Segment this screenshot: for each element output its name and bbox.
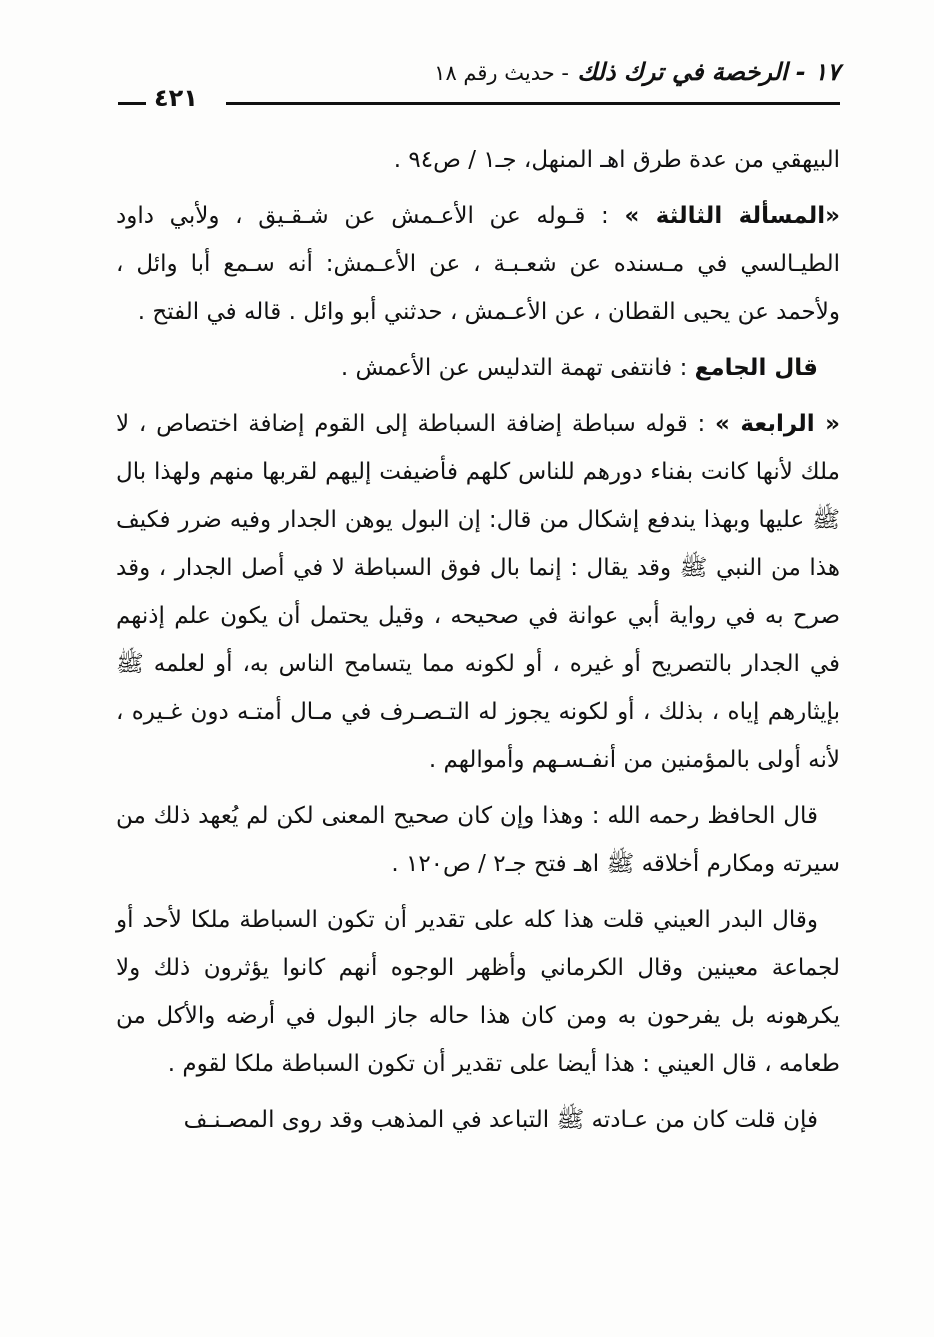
paragraph-text: قال الحافظ رحمه الله : وهذا وإن كان صحيح المعنى لكن لم يُعهد ذلك من سيرته ومكارم أخلاقه ﷺ اهـ فتح جـ٢ / ص١٢٠ .	[116, 803, 840, 877]
chapter-title: ١٧ - الرخصة في ترك ذلك	[577, 58, 840, 86]
paragraph-text: : فانتفى تهمة التدليس عن الأعمش .	[340, 355, 688, 381]
paragraph-text: البيهقي من عدة طرق اهـ المنهل، جـ١ / ص٩٤ .	[393, 147, 840, 173]
section-label: قال الجامع	[694, 355, 818, 381]
page-header	[118, 58, 840, 118]
paragraph	[116, 1096, 840, 1144]
paragraph-text: : قـوله عن الأعـمش عن شـقـيق ، ولأبي داود الطيـالسي في مـسنده عن شعـبـة ، عن الأعـمش: أنه سـمع أبا وائل ، ولأحمد عن يحيى القطان ، عن الأعـمش ، حدثني أبو وائل . قاله في الفتح .	[116, 203, 840, 325]
section-label: «المسألة الثالثة »	[624, 203, 840, 229]
header-rule-right	[226, 102, 840, 105]
paragraph-text: وقال البدر العيني قلت هذا كله على تقدير أن تكون السباطة ملكا لأحد أو لجماعة معينين وقال الكرماني وأظهر الوجوه أنهم كانوا يؤثرون ذلك ولا يكرهونه بل يفرحون به ومن كان هذا حاله جاز البول في أرضه والأكل من طعامه ، قال العيني : هذا أيضا على تقدير أن تكون السباطة ملكا لقوم .	[116, 907, 840, 1077]
paragraph	[116, 896, 840, 1088]
paragraph	[116, 136, 840, 184]
paragraph	[116, 792, 840, 888]
page-number: ٤٢١	[154, 84, 198, 112]
paragraph	[116, 192, 840, 336]
paragraph	[116, 400, 840, 784]
hadith-label: - حديث رقم ١٨	[434, 61, 569, 85]
body-text	[116, 136, 840, 1152]
section-label: « الرابعة »	[715, 411, 841, 437]
paragraph-text: فإن قلت كان من عـادته ﷺ التباعد في المذهب وقد روى المصـنـف	[183, 1107, 818, 1133]
running-head	[434, 58, 840, 86]
paragraph-text: : قوله سباطة إضافة السباطة إلى القوم إضافة اختصاص ، لا ملك لأنها كانت بفناء دورهم للناس كلهم فأضيفت إليهم لقربها منهم ولهذا بال ﷺ عليها وبهذا يندفع إشكال من قال: إن البول يوهن الجدار وفيه ضرر فكيف هذا من النبي ﷺ وقد يقال : إنما بال فوق السباطة لا في أصل الجدار ، وقد صرح به في رواية أبي عوانة في صحيحه ، وقيل يحتمل أن يكون علم إذنهم في الجدار بالتصريح أو غيره ، أو لكونه مما يتسامح الناس به، أو لعلمه ﷺ بإيثارهم إياه ، بذلك ، أو لكونه يجوز له التـصـرف في مـال أمتـه دون غـيره ، لأنه أولى بالمؤمنين من أنفـسـهم وأموالهم .	[116, 411, 840, 773]
paragraph	[116, 344, 840, 392]
header-rule-left	[118, 102, 146, 105]
